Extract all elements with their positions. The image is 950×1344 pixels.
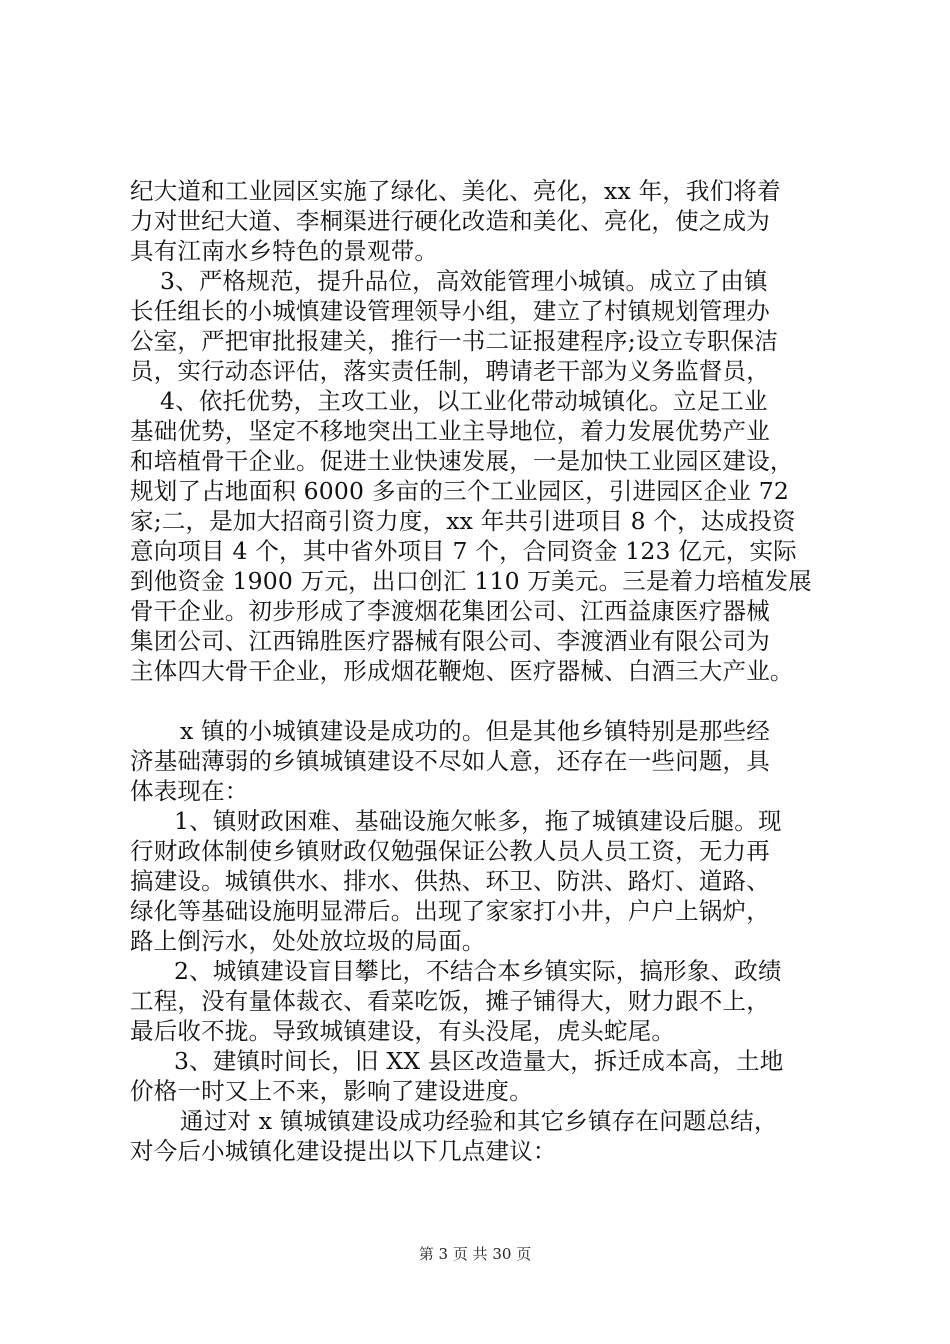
problem-2-start: 2、城镇建设盲目攀比，不结合本乡镇实际，搞形象、政绩	[174, 957, 782, 985]
text-line: 具有江南水乡特色的景观带。	[130, 237, 439, 265]
text-line: 员，实行动态评估，落实责任制，聘请老干部为义务监督员，	[130, 357, 770, 385]
section-intro-start: x 镇的小城镇建设是成功的。但是其他乡镇特别是那些经	[180, 717, 770, 745]
text-line: 工程，没有量体裁衣、看菜吃饭，摊子铺得大，财力跟不上，	[130, 987, 770, 1015]
text-line: 体表现在：	[130, 777, 249, 805]
suggestion-intro-start: 通过对 x 镇城镇建设成功经验和其它乡镇存在问题总结，	[180, 1107, 778, 1135]
paragraph-4-start: 4、依托优势，主攻工业，以工业化带动城镇化。立足工业	[160, 387, 768, 415]
text-line: 主体四大骨干企业，形成烟花鞭炮、医疗器械、白酒三大产业。	[130, 657, 794, 685]
text-line: 最后收不拢。导致城镇建设，有头没尾，虎头蛇尾。	[130, 1017, 676, 1045]
paragraph-gap	[130, 686, 830, 716]
text-line: 意向项目 4 个，其中省外项目 7 个，合同资金 123 亿元，实际	[130, 537, 797, 565]
text-line: 搞建设。城镇供水、排水、供热、环卫、防洪、路灯、道路、	[130, 867, 770, 895]
text-line: 价格一时又上不来，影响了建设进度。	[130, 1077, 533, 1105]
text-line: 力对世纪大道、李桐渠进行硬化改造和美化、亮化，使之成为	[130, 207, 770, 235]
paragraph-3-start: 3、严格规范，提升品位，高效能管理小城镇。成立了由镇	[160, 267, 768, 295]
problem-1-start: 1、镇财政困难、基础设施欠帐多，拖了城镇建设后腿。现	[174, 807, 782, 835]
text-line: 和培植骨干企业。促进土业快速发展，一是加快工业园区建设，	[130, 447, 794, 475]
text-line: 长任组长的小城慎建设管理领导小组，建立了村镇规划管理办	[130, 297, 770, 325]
text-line: 绿化等基础设施明显滞后。出现了家家打小井，户户上锅炉，	[130, 897, 770, 925]
text-line: 公室，严把审批报建关，推行一书二证报建程序;设立专职保洁	[130, 327, 779, 355]
text-line: 集团公司、江西锦胜医疗器械有限公司、李渡酒业有限公司为	[130, 627, 770, 655]
text-line: 济基础薄弱的乡镇城镇建设不尽如人意，还存在一些问题，具	[130, 747, 770, 775]
text-line: 纪大道和工业园区实施了绿化、美化、亮化，xx 年，我们将着	[130, 177, 781, 205]
page-number-footer: 第 3 页 共 30 页	[418, 1245, 532, 1263]
text-line: 家;二，是加大招商引资力度，xx 年共引进项目 8 个，达成投资	[130, 507, 796, 535]
text-line: 骨干企业。初步形成了李渡烟花集团公司、江西益康医疗器械	[130, 597, 770, 625]
text-line: 到他资金 1900 万元，出口创汇 110 万美元。三是着力培植发展	[130, 567, 812, 595]
document-body	[130, 176, 830, 1166]
text-line: 基础优势，坚定不移地突出工业主导地位，着力发展优势产业	[130, 417, 770, 445]
problem-3-start: 3、建镇时间长，旧 XX 县区改造量大，拆迁成本高，土地	[174, 1047, 784, 1075]
text-line: 规划了占地面积 6000 多亩的三个工业园区，引进园区企业 72	[130, 477, 790, 505]
text-line: 路上倒污水，处处放垃圾的局面。	[130, 927, 486, 955]
text-line: 对今后小城镇化建设提出以下几点建议：	[130, 1137, 557, 1165]
text-line: 行财政体制使乡镇财政仅勉强保证公教人员人员工资，无力再	[130, 837, 770, 865]
